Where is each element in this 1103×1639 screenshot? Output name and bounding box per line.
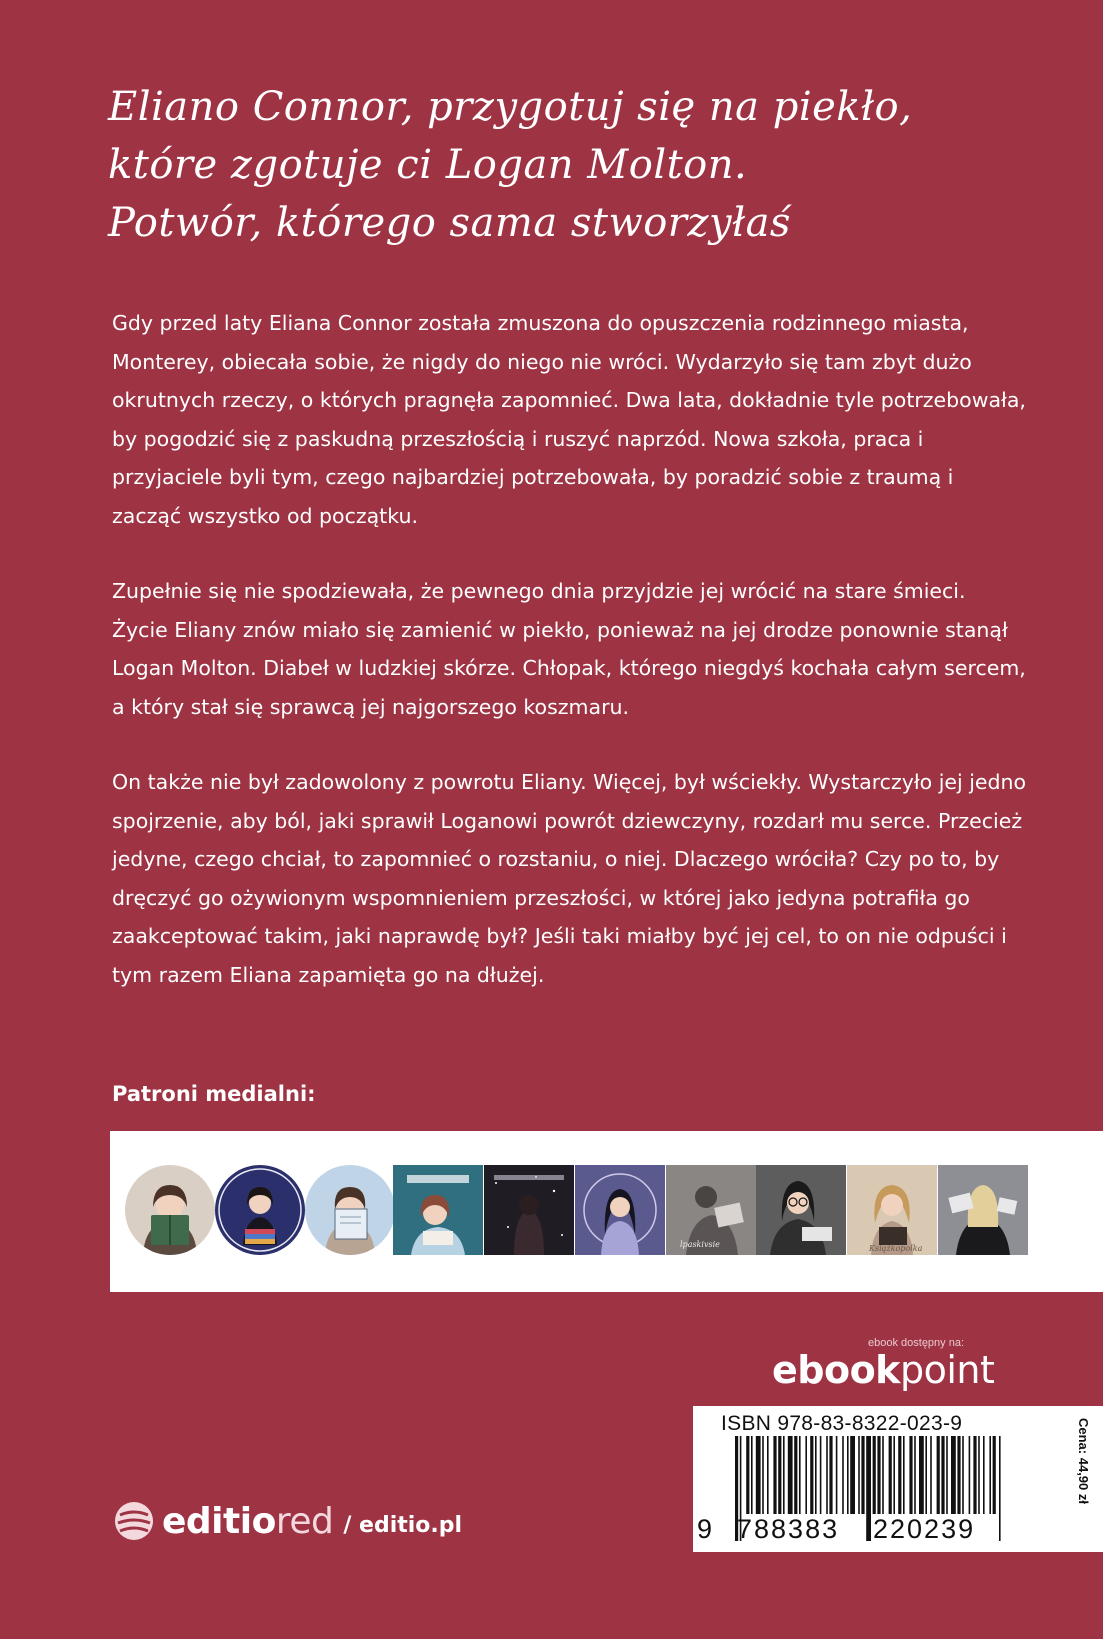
barcode-bar: [937, 1436, 940, 1514]
barcode-bar: [951, 1436, 956, 1514]
barcode-bar: [882, 1436, 884, 1514]
barcode-bar: [969, 1436, 971, 1514]
barcode-bar: [962, 1436, 964, 1514]
barcode-bar: [836, 1436, 838, 1514]
barcode-digits-right: 220239: [873, 1514, 976, 1544]
svg-text:Książkopolka: Książkopolka: [869, 1244, 923, 1253]
ebook-available-label: ebook dostępny na:: [868, 1337, 965, 1349]
barcode-bar: [850, 1436, 855, 1514]
barcode-bar: [893, 1436, 895, 1514]
svg-text:lpaskivsie: lpaskivsie: [680, 1240, 720, 1249]
reader-teal-icon: [393, 1165, 483, 1255]
description-paragraph: On także nie był zadowolony z powrotu Eliany. Więcej, był wściekły. Wystarczyło jej jedno spojrzenie, aby ból, jaki sprawił Loganowi powrót dziewczyny, rozdarł mu serce. Przecież jedyne, czego chciał, to zapomnieć o rozstaniu, o niej. Dlaczego wróciła? Czy po to, by dręczyć go ożywionym wspomnieniem przeszłości, w której jako jedyna potrafiła go zaakceptować takim, jaki naprawdę był? Jeśli taki miałby być jej cel, to on nie odpuści i tym razem Eliana zapamięta go na dłużej.: [112, 770, 1027, 987]
barcode-bar: [925, 1436, 927, 1514]
book-description: [112, 304, 1027, 1031]
barcode-bar: [983, 1436, 985, 1514]
reader-stack-icon: [215, 1165, 305, 1255]
barcode-bar: [903, 1436, 905, 1514]
barcode-bar: [847, 1436, 849, 1514]
barcode-box: [693, 1406, 1103, 1552]
barcode-bar: [778, 1436, 781, 1514]
ebookpoint-logo-light: point: [899, 1348, 995, 1392]
barcode-bar: [826, 1436, 828, 1514]
barcode-bar: [999, 1436, 1001, 1541]
reader-open-book-icon: [305, 1165, 395, 1255]
starry-girl-icon: [484, 1165, 574, 1255]
barcode-bar: [930, 1436, 932, 1514]
barcode-bar: [794, 1436, 797, 1514]
editio-icon: [112, 1499, 156, 1543]
tagline-line: Eliano Connor, przygotuj się na piekło,: [108, 84, 913, 130]
price-label: Cena: 44,90 zł: [1076, 1418, 1091, 1504]
barcode-bar: [877, 1436, 880, 1514]
tagline-line: Potwór, którego sama stworzyłaś: [108, 200, 791, 246]
barcode-bar: [909, 1436, 912, 1514]
barcode-bar: [805, 1436, 807, 1514]
barcode-bar: [946, 1436, 948, 1514]
patrons-title: Patroni medialni:: [112, 1082, 316, 1106]
blonde-back-icon: [938, 1165, 1028, 1255]
barcode-bar: [756, 1436, 761, 1514]
barcode-bar: [810, 1436, 813, 1514]
barcode-bar: [941, 1436, 944, 1514]
patrons-panel: [110, 1131, 1103, 1292]
barcode-bar: [783, 1436, 785, 1514]
barcode-bar: [978, 1436, 980, 1514]
barcode-bar: [751, 1436, 753, 1514]
barcode-bar: [919, 1436, 924, 1514]
description-paragraph: Zupełnie się nie spodziewała, że pewnego dnia przyjdzie jej wrócić na stare śmieci. Życie Eliany znów miało się zamienić w piekło, ponieważ na jej drodze ponownie stanął Logan Molton. Diabeł w ludzkiej skórze. Chłopak, którego niegdyś kochała całym sercem, a który stał się sprawcą jej najgorszego koszmaru.: [112, 579, 1026, 719]
barcode-bar: [767, 1436, 769, 1514]
barcode-bar: [866, 1436, 871, 1541]
barcode-bar: [914, 1436, 916, 1514]
barcode-digit-first: 9: [697, 1514, 713, 1544]
isbn-label: ISBN 978-83-8322-023-9: [721, 1412, 963, 1435]
barcode-bar: [858, 1436, 860, 1514]
barcode-bar: [820, 1436, 822, 1514]
barcode-bar: [993, 1436, 996, 1514]
glasses-reader-icon: [756, 1165, 846, 1255]
barcode-bar: [898, 1436, 901, 1514]
barcode-bar: [829, 1436, 832, 1514]
sketch-reader-icon: [666, 1165, 756, 1255]
publisher-name-bold: editio: [162, 1500, 276, 1542]
barcode-bar: [762, 1436, 764, 1514]
description-paragraph: Gdy przed laty Eliana Connor została zmuszona do opuszczenia rodzinnego miasta, Monterey, obiecała sobie, że nigdy do niego nie wróci. Wydarzyło się tam zbyt dużo okrutnych rzeczy, o których pragnęła zapomnieć. Dwa lata, dokładnie tyle potrzebowała, by pogodzić się z paskudną przeszłością i ruszyć naprzód. Nowa szkoła, praca i przyjaciele byli tym, czego najbardziej potrzebowała, by poradzić sobie z traumą i zacząć wszystko od początku.: [112, 311, 1026, 528]
barcode-digits-left: 788383: [737, 1514, 840, 1544]
reader-book-icon: [125, 1165, 215, 1255]
publisher-logo: [112, 1499, 462, 1543]
blonde-reader-icon: [847, 1165, 937, 1255]
barcode-bar: [889, 1436, 892, 1514]
ebookpoint-logo-bold: ebook: [772, 1348, 900, 1392]
barcode-bar: [989, 1436, 991, 1514]
barcode-bar: [746, 1436, 749, 1514]
tagline: [108, 78, 1008, 252]
ebookpoint-logo: [772, 1348, 994, 1392]
barcode-bar: [973, 1436, 976, 1514]
barcode-bar: [799, 1436, 801, 1514]
barcode-bar: [873, 1436, 876, 1514]
barcode-bar: [957, 1436, 960, 1514]
barcode-bar: [773, 1436, 776, 1514]
publisher-site: / editio.pl: [343, 1512, 463, 1538]
publisher-name-light: red: [275, 1500, 334, 1542]
barcode-bar: [788, 1436, 793, 1514]
barcode-bar: [861, 1436, 864, 1514]
moon-girl-icon: [575, 1165, 665, 1255]
barcode-bar: [815, 1436, 817, 1514]
tagline-line: które zgotuje ci Logan Molton.: [108, 142, 748, 188]
barcode-bar: [842, 1436, 844, 1514]
